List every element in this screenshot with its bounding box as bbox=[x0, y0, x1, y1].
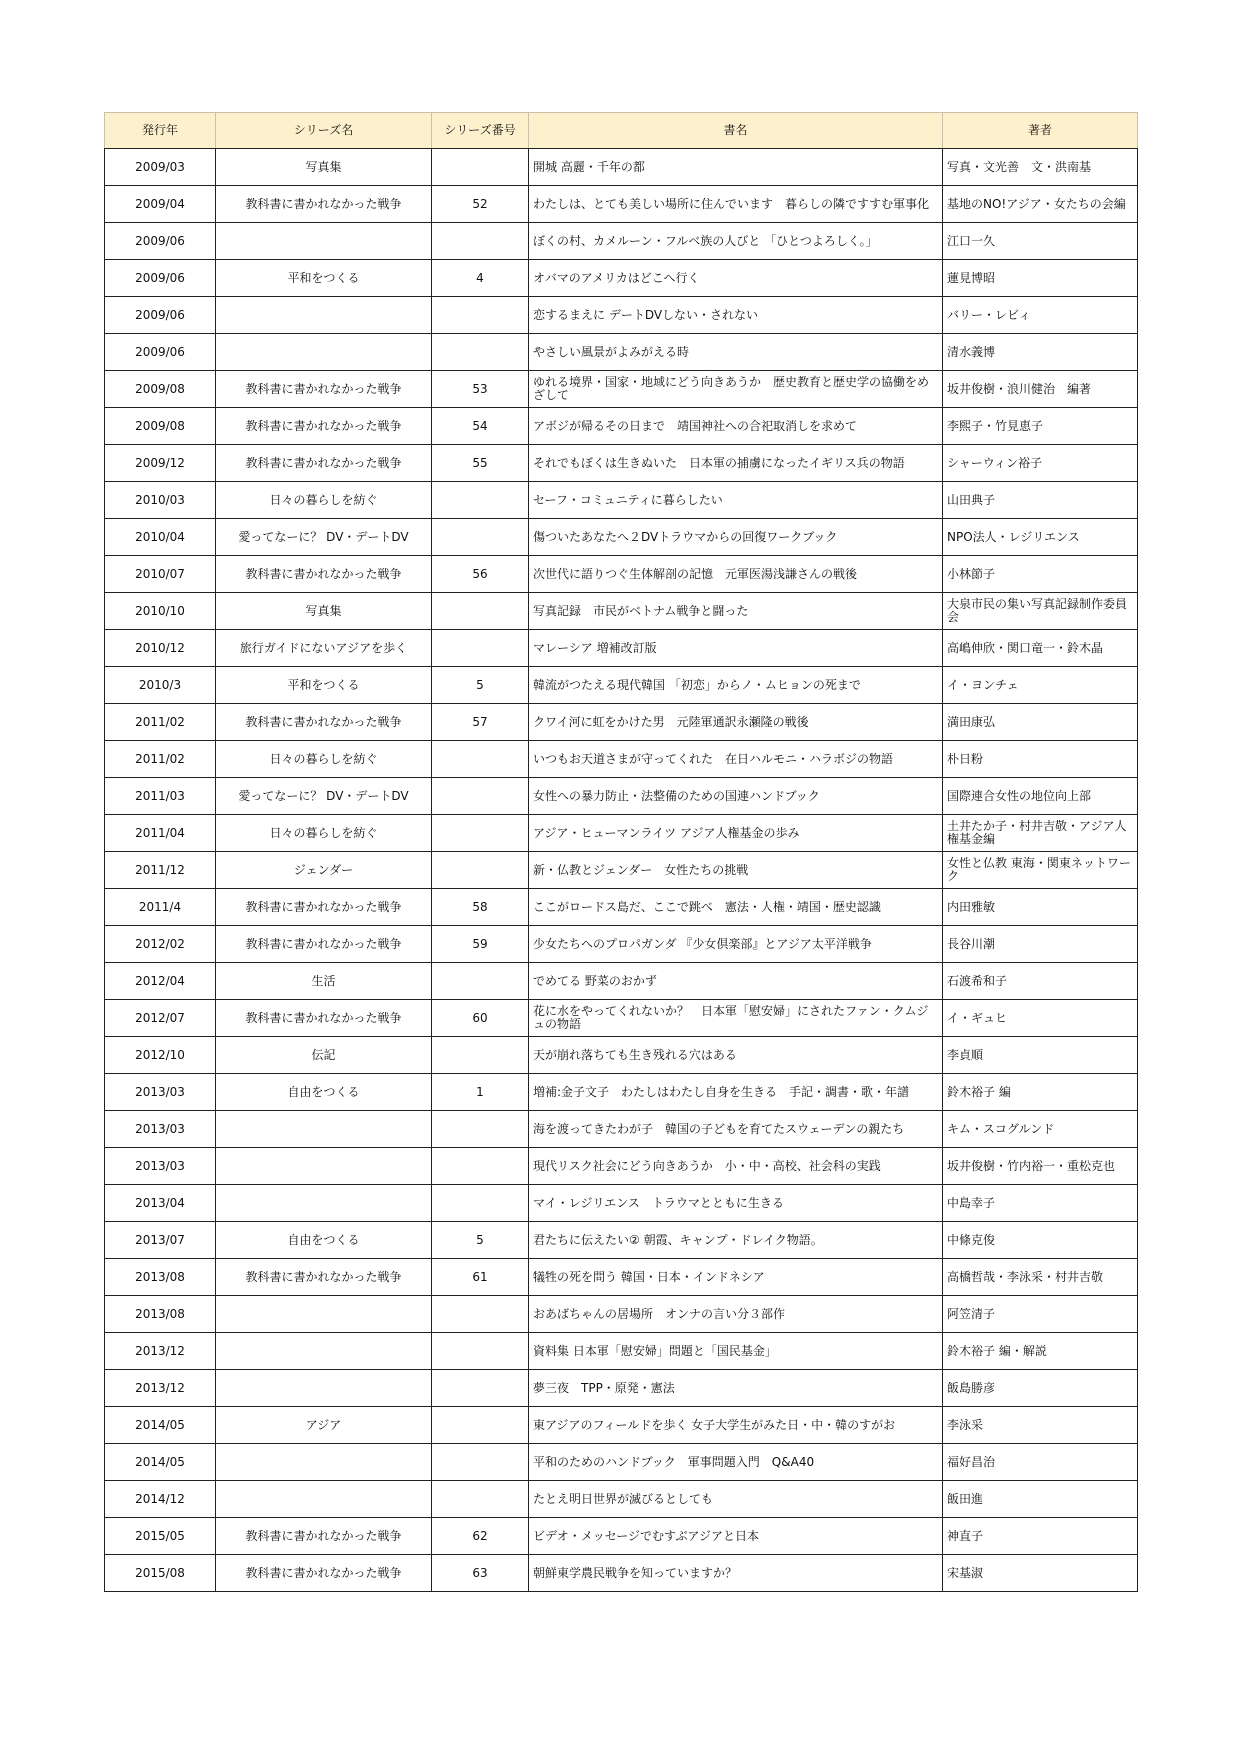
title-cell: 恋するまえに デートDVしない・されない bbox=[529, 297, 943, 334]
series-name-cell: 教科書に書かれなかった戦争 bbox=[216, 1518, 432, 1555]
title-cell: わたしは、とても美しい場所に住んでいます 暮らしの隣ですすむ軍事化 bbox=[529, 186, 943, 223]
publication-date-cell: 2011/4 bbox=[105, 889, 216, 926]
series-name-cell bbox=[216, 1148, 432, 1185]
table-row bbox=[105, 445, 1138, 482]
title-cell: 少女たちへのプロパガンダ 『少女倶楽部』とアジア太平洋戦争 bbox=[529, 926, 943, 963]
table-row bbox=[105, 1148, 1138, 1185]
series-name-cell: 教科書に書かれなかった戦争 bbox=[216, 889, 432, 926]
series-number-cell bbox=[432, 1037, 529, 1074]
publication-date-cell: 2013/12 bbox=[105, 1370, 216, 1407]
table-row bbox=[105, 852, 1138, 889]
author-cell: 土井たか子・村井吉敬・アジア人権基金編 bbox=[943, 815, 1138, 852]
publication-date-cell: 2011/12 bbox=[105, 852, 216, 889]
title-cell: セーフ・コミュニティに暮らしたい bbox=[529, 482, 943, 519]
table-row bbox=[105, 1222, 1138, 1259]
author-cell: 写真・文光善 文・洪南基 bbox=[943, 149, 1138, 186]
publication-date-cell: 2009/12 bbox=[105, 445, 216, 482]
author-cell: 中島幸子 bbox=[943, 1185, 1138, 1222]
author-cell: 高嶋伸欣・関口竜一・鈴木晶 bbox=[943, 630, 1138, 667]
series-number-cell: 59 bbox=[432, 926, 529, 963]
series-name-cell: 愛ってなーに？ DV・デートDV bbox=[216, 519, 432, 556]
title-cell: クワイ河に虹をかけた男 元陸軍通訳永瀬隆の戦後 bbox=[529, 704, 943, 741]
author-cell: 鈴木裕子 編・解説 bbox=[943, 1333, 1138, 1370]
series-number-cell bbox=[432, 963, 529, 1000]
series-number-cell bbox=[432, 1444, 529, 1481]
title-cell: たとえ明日世界が滅びるとしても bbox=[529, 1481, 943, 1518]
author-cell: イ・ヨンチェ bbox=[943, 667, 1138, 704]
author-cell: 坂井俊樹・竹内裕一・重松克也 bbox=[943, 1148, 1138, 1185]
author-cell: 長谷川潮 bbox=[943, 926, 1138, 963]
series-number-cell bbox=[432, 1296, 529, 1333]
author-cell: 高橋哲哉・李泳采・村井吉敬 bbox=[943, 1259, 1138, 1296]
series-name-cell bbox=[216, 1481, 432, 1518]
series-number-cell bbox=[432, 482, 529, 519]
table-row bbox=[105, 1444, 1138, 1481]
table-row bbox=[105, 1296, 1138, 1333]
author-cell: 女性と仏教 東海・関東ネットワーク bbox=[943, 852, 1138, 889]
table-row bbox=[105, 963, 1138, 1000]
series-number-cell bbox=[432, 1370, 529, 1407]
series-name-cell: 教科書に書かれなかった戦争 bbox=[216, 186, 432, 223]
title-cell: 海を渡ってきたわが子 韓国の子どもを育てたスウェーデンの親たち bbox=[529, 1111, 943, 1148]
publication-date-cell: 2011/03 bbox=[105, 778, 216, 815]
table-row bbox=[105, 1333, 1138, 1370]
publication-date-cell: 2009/08 bbox=[105, 371, 216, 408]
series-name-cell bbox=[216, 223, 432, 260]
author-cell: 神直子 bbox=[943, 1518, 1138, 1555]
series-number-cell bbox=[432, 593, 529, 630]
series-number-cell bbox=[432, 1148, 529, 1185]
table-row bbox=[105, 519, 1138, 556]
series-name-cell: アジア bbox=[216, 1407, 432, 1444]
title-cell: ここがロードス島だ、ここで跳べ 憲法・人権・靖国・歴史認識 bbox=[529, 889, 943, 926]
title-cell: マイ・レジリエンス トラウマとともに生きる bbox=[529, 1185, 943, 1222]
title-cell: それでもぼくは生きぬいた 日本軍の捕虜になったイギリス兵の物語 bbox=[529, 445, 943, 482]
series-number-cell: 5 bbox=[432, 667, 529, 704]
series-number-cell bbox=[432, 297, 529, 334]
publication-date-cell: 2013/08 bbox=[105, 1259, 216, 1296]
table-row bbox=[105, 1370, 1138, 1407]
table-row bbox=[105, 1074, 1138, 1111]
series-number-cell bbox=[432, 1407, 529, 1444]
title-cell: いつもお天道さまが守ってくれた 在日ハルモニ・ハラボジの物語 bbox=[529, 741, 943, 778]
table-row bbox=[105, 741, 1138, 778]
author-cell: 満田康弘 bbox=[943, 704, 1138, 741]
author-cell: バリー・レビィ bbox=[943, 297, 1138, 334]
series-number-cell: 55 bbox=[432, 445, 529, 482]
title-cell: 新・仏教とジェンダー 女性たちの挑戦 bbox=[529, 852, 943, 889]
author-cell: キム・スコグルンド bbox=[943, 1111, 1138, 1148]
publication-date-cell: 2012/10 bbox=[105, 1037, 216, 1074]
publication-date-cell: 2010/07 bbox=[105, 556, 216, 593]
series-name-cell: 教科書に書かれなかった戦争 bbox=[216, 1000, 432, 1037]
author-cell: 坂井俊樹・浪川健治 編著 bbox=[943, 371, 1138, 408]
series-name-cell: 自由をつくる bbox=[216, 1222, 432, 1259]
publication-date-cell: 2009/06 bbox=[105, 223, 216, 260]
table-row bbox=[105, 223, 1138, 260]
publication-date-cell: 2009/03 bbox=[105, 149, 216, 186]
title-cell: 天が崩れ落ちても生き残れる穴はある bbox=[529, 1037, 943, 1074]
series-number-cell bbox=[432, 778, 529, 815]
title-cell: 夢三夜 TPP・原発・憲法 bbox=[529, 1370, 943, 1407]
series-number-cell: 54 bbox=[432, 408, 529, 445]
author-cell: 李泳采 bbox=[943, 1407, 1138, 1444]
table-row bbox=[105, 186, 1138, 223]
series-name-cell bbox=[216, 1444, 432, 1481]
author-cell: 大泉市民の集い写真記録制作委員会 bbox=[943, 593, 1138, 630]
series-name-cell: 平和をつくる bbox=[216, 260, 432, 297]
table-row bbox=[105, 1518, 1138, 1555]
header-title: 書名 bbox=[529, 113, 943, 149]
title-cell: 女性への暴力防止・法整備のための国連ハンドブック bbox=[529, 778, 943, 815]
publication-date-cell: 2013/12 bbox=[105, 1333, 216, 1370]
table-row bbox=[105, 889, 1138, 926]
series-number-cell: 53 bbox=[432, 371, 529, 408]
publication-date-cell: 2010/12 bbox=[105, 630, 216, 667]
series-name-cell: 写真集 bbox=[216, 149, 432, 186]
title-cell: 韓流がつたえる現代韓国 「初恋」からノ・ムヒョンの死まで bbox=[529, 667, 943, 704]
table-row bbox=[105, 704, 1138, 741]
series-number-cell bbox=[432, 1185, 529, 1222]
publication-date-cell: 2013/03 bbox=[105, 1074, 216, 1111]
publication-date-cell: 2013/03 bbox=[105, 1111, 216, 1148]
publication-date-cell: 2010/10 bbox=[105, 593, 216, 630]
author-cell: NPO法人・レジリエンス bbox=[943, 519, 1138, 556]
author-cell: 阿笠清子 bbox=[943, 1296, 1138, 1333]
table-row bbox=[105, 482, 1138, 519]
author-cell: 飯田進 bbox=[943, 1481, 1138, 1518]
table-row bbox=[105, 334, 1138, 371]
author-cell: 福好昌治 bbox=[943, 1444, 1138, 1481]
author-cell: シャーウィン裕子 bbox=[943, 445, 1138, 482]
author-cell: 飯島勝彦 bbox=[943, 1370, 1138, 1407]
series-name-cell bbox=[216, 334, 432, 371]
header-series-name: シリーズ名 bbox=[216, 113, 432, 149]
author-cell: イ・ギュヒ bbox=[943, 1000, 1138, 1037]
publication-date-cell: 2013/08 bbox=[105, 1296, 216, 1333]
table-row bbox=[105, 371, 1138, 408]
title-cell: マレーシア 増補改訂版 bbox=[529, 630, 943, 667]
series-number-cell bbox=[432, 630, 529, 667]
table-row bbox=[105, 667, 1138, 704]
series-number-cell: 52 bbox=[432, 186, 529, 223]
title-cell: 君たちに伝えたい② 朝霞、キャンプ・ドレイク物語。 bbox=[529, 1222, 943, 1259]
publication-date-cell: 2013/07 bbox=[105, 1222, 216, 1259]
author-cell: 石渡希和子 bbox=[943, 963, 1138, 1000]
table-row bbox=[105, 1259, 1138, 1296]
author-cell: 国際連合女性の地位向上部 bbox=[943, 778, 1138, 815]
publication-date-cell: 2013/04 bbox=[105, 1185, 216, 1222]
author-cell: 李貞順 bbox=[943, 1037, 1138, 1074]
table-row bbox=[105, 408, 1138, 445]
series-number-cell: 58 bbox=[432, 889, 529, 926]
author-cell: 基地のNO!アジア・女たちの会編 bbox=[943, 186, 1138, 223]
title-cell: 開城 高麗・千年の都 bbox=[529, 149, 943, 186]
title-cell: 平和のためのハンドブック 軍事問題入門 Q&A40 bbox=[529, 1444, 943, 1481]
series-name-cell: 平和をつくる bbox=[216, 667, 432, 704]
series-name-cell: 日々の暮らしを紡ぐ bbox=[216, 741, 432, 778]
table-row bbox=[105, 1481, 1138, 1518]
publication-date-cell: 2010/04 bbox=[105, 519, 216, 556]
series-name-cell: 生活 bbox=[216, 963, 432, 1000]
series-number-cell: 57 bbox=[432, 704, 529, 741]
table-row bbox=[105, 1185, 1138, 1222]
series-number-cell bbox=[432, 852, 529, 889]
author-cell: 蓮見博昭 bbox=[943, 260, 1138, 297]
series-name-cell: 教科書に書かれなかった戦争 bbox=[216, 371, 432, 408]
author-cell: 江口一久 bbox=[943, 223, 1138, 260]
publication-date-cell: 2011/04 bbox=[105, 815, 216, 852]
series-name-cell bbox=[216, 1370, 432, 1407]
series-name-cell: 教科書に書かれなかった戦争 bbox=[216, 1555, 432, 1592]
table-row bbox=[105, 593, 1138, 630]
series-name-cell bbox=[216, 1185, 432, 1222]
table-row bbox=[105, 297, 1138, 334]
header-series-number: シリーズ番号 bbox=[432, 113, 529, 149]
book-list-table bbox=[104, 112, 1138, 1592]
series-number-cell: 5 bbox=[432, 1222, 529, 1259]
series-name-cell: 自由をつくる bbox=[216, 1074, 432, 1111]
title-cell: 東アジアのフィールドを歩く 女子大学生がみた日・中・韓のすがお bbox=[529, 1407, 943, 1444]
title-cell: ぼくの村、カメルーン・フルベ族の人びと 「ひとつよろしく。」 bbox=[529, 223, 943, 260]
series-name-cell: 日々の暮らしを紡ぐ bbox=[216, 815, 432, 852]
title-cell: 資料集 日本軍「慰安婦」問題と「国民基金」 bbox=[529, 1333, 943, 1370]
header-author: 著者 bbox=[943, 113, 1138, 149]
table-row bbox=[105, 260, 1138, 297]
author-cell: 李熙子・竹見恵子 bbox=[943, 408, 1138, 445]
series-name-cell: 愛ってなーに？ DV・デートDV bbox=[216, 778, 432, 815]
header-publication-date: 発行年 bbox=[105, 113, 216, 149]
author-cell: 中條克俊 bbox=[943, 1222, 1138, 1259]
table-row bbox=[105, 1037, 1138, 1074]
publication-date-cell: 2011/02 bbox=[105, 741, 216, 778]
table-row bbox=[105, 556, 1138, 593]
series-name-cell bbox=[216, 1333, 432, 1370]
title-cell: 増補:金子文子 わたしはわたし自身を生きる 手記・調書・歌・年譜 bbox=[529, 1074, 943, 1111]
series-number-cell bbox=[432, 1111, 529, 1148]
series-name-cell bbox=[216, 297, 432, 334]
publication-date-cell: 2012/04 bbox=[105, 963, 216, 1000]
title-cell: 傷ついたあなたへ２DVトラウマからの回復ワークブック bbox=[529, 519, 943, 556]
series-number-cell: 60 bbox=[432, 1000, 529, 1037]
author-cell: 宋基淑 bbox=[943, 1555, 1138, 1592]
publication-date-cell: 2012/02 bbox=[105, 926, 216, 963]
author-cell: 内田雅敏 bbox=[943, 889, 1138, 926]
series-name-cell: 教科書に書かれなかった戦争 bbox=[216, 408, 432, 445]
series-number-cell bbox=[432, 741, 529, 778]
series-name-cell: 伝記 bbox=[216, 1037, 432, 1074]
series-number-cell: 62 bbox=[432, 1518, 529, 1555]
author-cell: 鈴木裕子 編 bbox=[943, 1074, 1138, 1111]
author-cell: 山田典子 bbox=[943, 482, 1138, 519]
table-row bbox=[105, 149, 1138, 186]
title-cell: オバマのアメリカはどこへ行く bbox=[529, 260, 943, 297]
publication-date-cell: 2009/06 bbox=[105, 297, 216, 334]
publication-date-cell: 2015/08 bbox=[105, 1555, 216, 1592]
author-cell: 朴日粉 bbox=[943, 741, 1138, 778]
series-number-cell bbox=[432, 815, 529, 852]
series-name-cell: 教科書に書かれなかった戦争 bbox=[216, 926, 432, 963]
publication-date-cell: 2014/05 bbox=[105, 1407, 216, 1444]
title-cell: アボジが帰るその日まで 靖国神社への合祀取消しを求めて bbox=[529, 408, 943, 445]
series-name-cell: 教科書に書かれなかった戦争 bbox=[216, 445, 432, 482]
title-cell: 犠牲の死を問う 韓国・日本・インドネシア bbox=[529, 1259, 943, 1296]
title-cell: やさしい風景がよみがえる時 bbox=[529, 334, 943, 371]
header-row bbox=[105, 113, 1138, 149]
series-name-cell: ジェンダー bbox=[216, 852, 432, 889]
series-number-cell bbox=[432, 1333, 529, 1370]
title-cell: ビデオ・メッセージでむすぶアジアと日本 bbox=[529, 1518, 943, 1555]
series-name-cell: 日々の暮らしを紡ぐ bbox=[216, 482, 432, 519]
author-cell: 清水義博 bbox=[943, 334, 1138, 371]
publication-date-cell: 2010/3 bbox=[105, 667, 216, 704]
table-row bbox=[105, 630, 1138, 667]
series-name-cell bbox=[216, 1111, 432, 1148]
table-row bbox=[105, 778, 1138, 815]
publication-date-cell: 2009/08 bbox=[105, 408, 216, 445]
series-number-cell: 4 bbox=[432, 260, 529, 297]
title-cell: 写真記録 市民がベトナム戦争と闘った bbox=[529, 593, 943, 630]
publication-date-cell: 2012/07 bbox=[105, 1000, 216, 1037]
title-cell: アジア・ヒューマンライツ アジア人権基金の歩み bbox=[529, 815, 943, 852]
title-cell: 朝鮮東学農民戦争を知っていますか？ bbox=[529, 1555, 943, 1592]
series-name-cell: 教科書に書かれなかった戦争 bbox=[216, 556, 432, 593]
table-row bbox=[105, 1000, 1138, 1037]
author-cell: 小林節子 bbox=[943, 556, 1138, 593]
publication-date-cell: 2014/05 bbox=[105, 1444, 216, 1481]
publication-date-cell: 2015/05 bbox=[105, 1518, 216, 1555]
publication-date-cell: 2009/04 bbox=[105, 186, 216, 223]
table-row bbox=[105, 1111, 1138, 1148]
series-name-cell: 教科書に書かれなかった戦争 bbox=[216, 704, 432, 741]
title-cell: 次世代に語りつぐ生体解剖の記憶 元軍医湯浅謙さんの戦後 bbox=[529, 556, 943, 593]
series-number-cell: 63 bbox=[432, 1555, 529, 1592]
title-cell: ゆれる境界・国家・地域にどう向きあうか 歴史教育と歴史学の協働をめざして bbox=[529, 371, 943, 408]
table-row bbox=[105, 926, 1138, 963]
series-name-cell bbox=[216, 1296, 432, 1333]
publication-date-cell: 2011/02 bbox=[105, 704, 216, 741]
series-number-cell bbox=[432, 1481, 529, 1518]
series-name-cell: 教科書に書かれなかった戦争 bbox=[216, 1259, 432, 1296]
publication-date-cell: 2010/03 bbox=[105, 482, 216, 519]
series-number-cell: 61 bbox=[432, 1259, 529, 1296]
title-cell: おあばちゃんの居場所 オンナの言い分３部作 bbox=[529, 1296, 943, 1333]
series-name-cell: 写真集 bbox=[216, 593, 432, 630]
series-name-cell: 旅行ガイドにないアジアを歩く bbox=[216, 630, 432, 667]
table-row bbox=[105, 1407, 1138, 1444]
title-cell: 花に水をやってくれないか？ 日本軍「慰安婦」にされたファン・クムジュの物語 bbox=[529, 1000, 943, 1037]
series-number-cell bbox=[432, 519, 529, 556]
publication-date-cell: 2013/03 bbox=[105, 1148, 216, 1185]
series-number-cell: 56 bbox=[432, 556, 529, 593]
title-cell: 現代リスク社会にどう向きあうか 小・中・高校、社会科の実践 bbox=[529, 1148, 943, 1185]
series-number-cell: 1 bbox=[432, 1074, 529, 1111]
title-cell: でめてる 野菜のおかず bbox=[529, 963, 943, 1000]
series-number-cell bbox=[432, 149, 529, 186]
publication-date-cell: 2014/12 bbox=[105, 1481, 216, 1518]
table-row bbox=[105, 1555, 1138, 1592]
series-number-cell bbox=[432, 334, 529, 371]
table-row bbox=[105, 815, 1138, 852]
publication-date-cell: 2009/06 bbox=[105, 334, 216, 371]
series-number-cell bbox=[432, 223, 529, 260]
publication-date-cell: 2009/06 bbox=[105, 260, 216, 297]
